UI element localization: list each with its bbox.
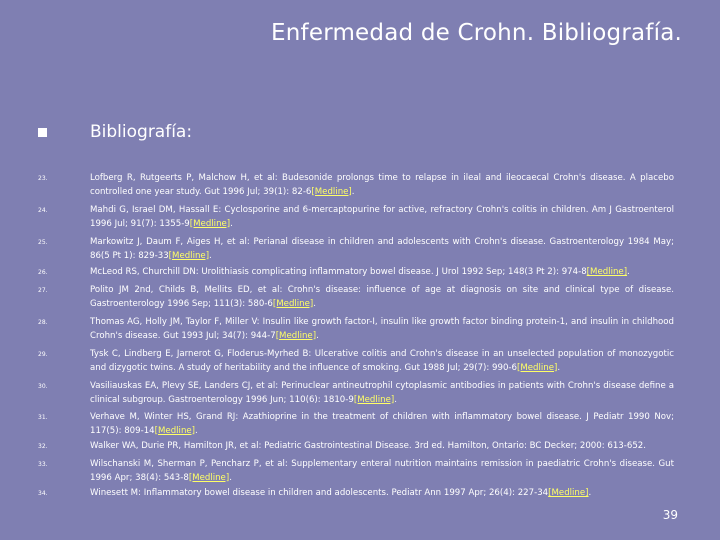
reference-text [90,487,674,501]
reference-item [38,284,674,311]
citation-tail: . [627,267,630,277]
citation: Verhave M, Winter HS, Grand RJ: Azathioprine in the treatment of children with inflammatory bowel disease. J Pediatr 1990 Nov; 117(5): 809-14 [90,412,674,436]
citation-tail: . [394,394,397,405]
medline-link[interactable]: [Medline] [311,186,352,197]
reference-text [90,380,674,407]
medline-link[interactable]: [Medline] [154,425,196,436]
reference-number: 29. [38,351,48,358]
page-number: 39 [662,508,678,522]
reference-number: 30. [38,383,48,390]
citation: Walker WA, Durie PR, Hamilton JR, et al: Pediatric Gastrointestinal Disease. 3rd ed. Hamilton, Ontario: BC Decker; 2000: 613-652. [90,441,647,451]
reference-number: 27. [38,287,48,294]
citation-tail: . [195,425,198,436]
citation: Wilschanski M, Sherman P, Pencharz P, et al: Supplementary enteral nutrition maintains remission in paediatric Crohn's disease. Gut 1996 Apr; 38(4): 543-8 [90,459,674,483]
reference-item [38,316,674,343]
reference-number: 24. [38,207,48,214]
reference-number: 32. [38,443,48,450]
slide-title: Enfermedad de Crohn. Bibliografía. [271,20,682,46]
citation-tail: . [313,298,316,309]
citation: Tysk C, Lindberg E, Jarnerot G, Floderus-Myrhed B: Ulcerative colitis and Crohn's disease in an unselected population of monozygotic and dizygotic twins. A study of heritability and the influence of smoking. Gut 1988 Jul; 29(7): 990-6 [90,349,674,373]
citation-tail: . [557,362,561,373]
citation: Winesett M: Inflammatory bowel disease in children and adolescents. Pediatr Ann 1997 Apr; 26(4): 227-34 [90,488,549,498]
reference-text [90,458,674,485]
medline-link[interactable]: [Medline] [272,298,314,309]
section-heading: Bibliografía: [90,122,193,142]
medline-link[interactable]: [Medline] [275,330,317,341]
reference-number: 31. [38,414,48,421]
reference-text [90,348,674,375]
reference-item [38,380,674,407]
medline-link[interactable]: [Medline] [353,394,395,405]
medline-link[interactable]: [Medline] [548,488,589,498]
heading-row [38,122,192,142]
reference-number: 23. [38,175,48,182]
reference-number: 33. [38,461,48,468]
medline-link[interactable]: [Medline] [168,250,210,261]
medline-link[interactable]: [Medline] [189,218,231,229]
medline-link[interactable]: [Medline] [188,472,230,483]
citation: Markowitz J, Daum F, Aiges H, et al: Perianal disease in children and adolescents with Crohn's disease. Gastroenterology 1984 May; 86(5 Pt 1): 829-33 [90,237,674,261]
citation-tail: . [229,472,232,483]
square-bullet-icon [38,128,47,137]
citation-tail: . [588,488,592,498]
reference-text [90,204,674,231]
medline-link[interactable]: [Medline] [517,362,558,373]
citation: Polito JM 2nd, Childs B, Mellits ED, et al: Crohn's disease: influence of age at diagnosis on site and clinical type of disease. Gastroenterology 1996 Sep; 111(3): 580-6 [90,285,674,309]
reference-number: 34. [38,490,48,497]
citation: McLeod RS, Churchill DN: Urolithiasis complicating inflammatory bowel disease. J Urol 1992 Sep; 148(3 Pt 2): 974-8 [90,267,587,277]
reference-text [90,411,674,438]
reference-text [90,440,674,454]
citation: Vasiliauskas EA, Plevy SE, Landers CJ, et al: Perinuclear antineutrophil cytoplasmic antibodies in patients with Crohn's disease define a clinical subgroup. Gastroenterology 1996 Jun; 110(6): 1810-9 [90,381,674,405]
citation-tail: . [316,330,319,341]
citation-tail: . [230,218,233,229]
citation: Mahdi G, Israel DM, Hassall E: Cyclosporine and 6-mercaptopurine for active, refractory Crohn's colitis in children. Am J Gastroenterol 1996 Jul; 91(7): 1355-9 [90,205,674,229]
reference-item [38,458,674,485]
citation-tail: . [351,186,355,197]
reference-text [90,266,674,280]
citation: Thomas AG, Holly JM, Taylor F, Miller V: Insulin like growth factor-I, insulin like growth factor binding protein-1, and insulin in childhood Crohn's disease. Gut 1993 Jul; 34(7): 944-7 [90,317,674,341]
reference-item [38,487,674,501]
medline-link[interactable]: [Medline] [586,267,628,277]
reference-number: 25. [38,239,48,246]
reference-text [90,316,674,343]
citation-tail: . [209,250,212,261]
reference-text [90,284,674,311]
reference-text [90,172,674,199]
reference-item [38,266,674,280]
reference-text [90,236,674,263]
reference-item [38,204,674,231]
reference-number: 28. [38,319,48,326]
reference-item [38,348,674,375]
reference-item [38,411,674,438]
reference-number: 26. [38,269,48,276]
reference-item [38,440,674,454]
reference-item [38,172,674,199]
reference-item [38,236,674,263]
citation: Lofberg R, Rutgeerts P, Malchow H, et al: Budesonide prolongs time to relapse in ileal and ileocaecal Crohn's disease. A placebo controlled one year study. Gut 1996 Jul; 39(1): 82-6 [90,173,674,197]
